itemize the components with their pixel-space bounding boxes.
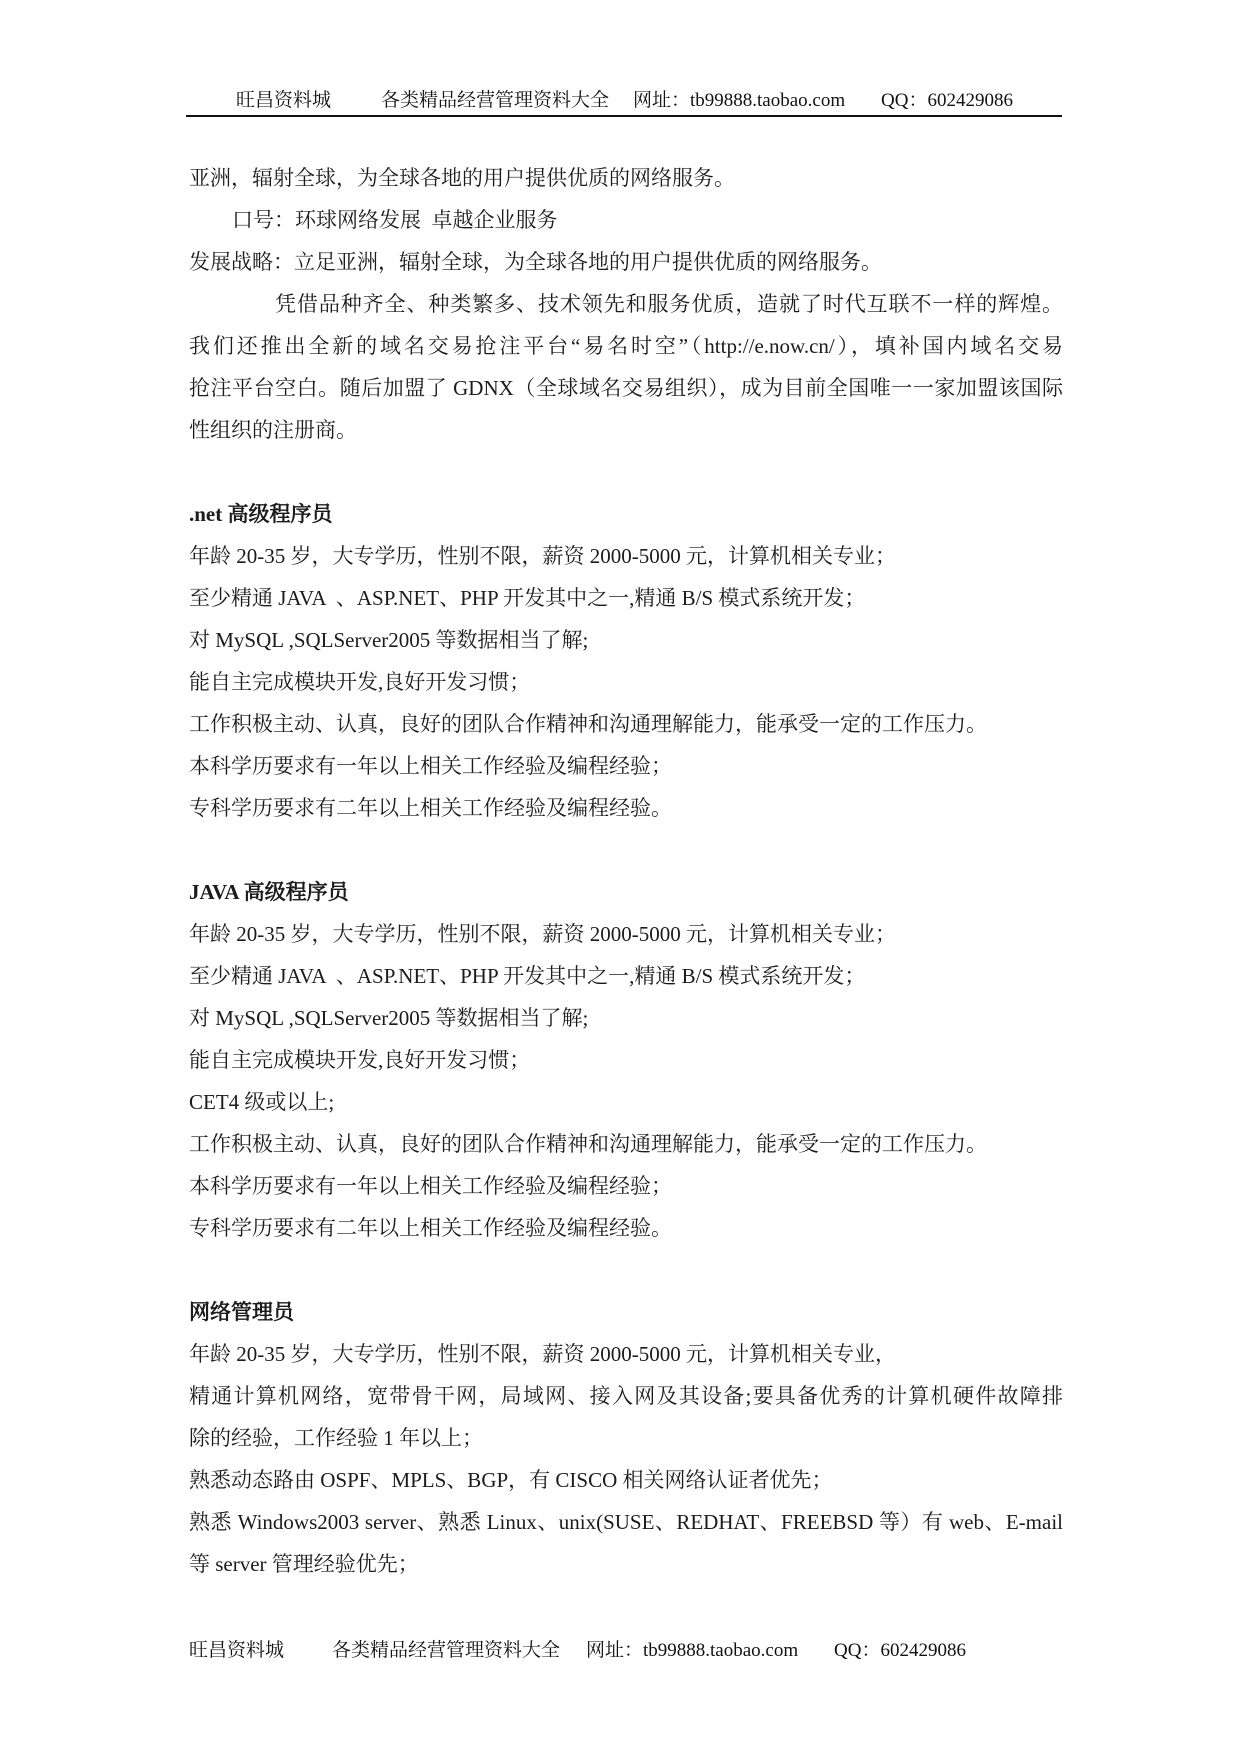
paragraph-spacer [189, 1249, 1063, 1291]
requirement-line: 本科学历要求有一年以上相关工作经验及编程经验； [189, 754, 672, 778]
requirement-line: 专科学历要求有二年以上相关工作经验及编程经验。 [189, 1216, 672, 1240]
intro-paragraph-line: 凭借品种齐全、种类繁多、技术领先和服务优质，造就了时代互联不一样的辉煌。 [275, 292, 1063, 316]
slogan-line: 口号：环球网络发展 卓越企业服务 [232, 208, 558, 232]
intro-paragraph-line: 抢注平台空白。随后加盟了 GDNX（全球域名交易组织），成为目前全国唯一一家加盟该国际 [189, 376, 1063, 400]
section-title: 网络管理员 [189, 1300, 294, 1324]
header-qq: QQ：602429086 [881, 90, 1013, 111]
requirement-line: 能自主完成模块开发,良好开发习惯； [189, 670, 531, 694]
requirement-line: 年龄 20-35 岁，大专学历，性别不限，薪资 2000-5000 元，计算机相关专业， [189, 1342, 896, 1366]
requirement-line: 至少精通 JAVA 、ASP.NET、PHP 开发其中之一,精通 B/S 模式系统开发； [189, 964, 866, 988]
section-title: .net 高级程序员 [189, 502, 333, 526]
header-slogan: 各类精品经营管理资料大全 [381, 90, 610, 111]
strategy-line: 发展战略：立足亚洲，辐射全球，为全球各地的用户提供优质的网络服务。 [189, 250, 882, 274]
requirement-line: 熟悉动态路由 OSPF、MPLS、BGP，有 CISCO 相关网络认证者优先； [189, 1468, 833, 1492]
requirement-line: 本科学历要求有一年以上相关工作经验及编程经验； [189, 1174, 672, 1198]
requirement-line: 精通计算机网络，宽带骨干网，局域网、接入网及其设备;要具备优秀的计算机硬件故障排 [189, 1384, 1063, 1408]
footer-slogan: 各类精品经营管理资料大全 [332, 1640, 561, 1661]
intro-paragraph-line: 我们还推出全新的域名交易抢注平台“易名时空”（http://e.now.cn/），填补国内域名交易 [189, 334, 1063, 358]
requirement-line: 工作积极主动、认真，良好的团队合作精神和沟通理解能力，能承受一定的工作压力。 [189, 1132, 987, 1156]
job-section-net [189, 493, 1063, 829]
requirement-line: 除的经验，工作经验 1 年以上； [189, 1426, 483, 1450]
paragraph-spacer [189, 829, 1063, 871]
requirement-line: 年龄 20-35 岁，大专学历，性别不限，薪资 2000-5000 元，计算机相关专业； [189, 544, 896, 568]
requirement-line: 等 server 管理经验优先； [189, 1552, 419, 1576]
section-title: JAVA 高级程序员 [189, 880, 349, 904]
requirement-line: 至少精通 JAVA 、ASP.NET、PHP 开发其中之一,精通 B/S 模式系统开发； [189, 586, 866, 610]
requirement-line: 年龄 20-35 岁，大专学历，性别不限，薪资 2000-5000 元，计算机相关专业； [189, 922, 896, 946]
header-divider [186, 115, 1062, 117]
requirement-line: CET4 级或以上; [189, 1090, 335, 1114]
footer-url: 网址：tb99888.taobao.com [586, 1640, 799, 1661]
job-section-java [189, 871, 1063, 1249]
intro-line: 亚洲，辐射全球，为全球各地的用户提供优质的网络服务。 [189, 166, 735, 190]
footer-shop-name: 旺昌资料城 [189, 1640, 285, 1661]
intro-block [189, 157, 1063, 451]
requirement-line: 熟悉 Windows2003 server、熟悉 Linux、unix(SUSE、REDHAT、FREEBSD 等）有 web、E-mail [189, 1510, 1063, 1534]
job-section-network-admin [189, 1291, 1063, 1585]
document-body [189, 157, 1063, 1585]
requirement-line: 对 MySQL ,SQLServer2005 等数据相当了解; [189, 628, 589, 652]
header-url: 网址：tb99888.taobao.com [633, 90, 846, 111]
requirement-line: 工作积极主动、认真，良好的团队合作精神和沟通理解能力，能承受一定的工作压力。 [189, 712, 987, 736]
header-shop-name: 旺昌资料城 [236, 90, 332, 111]
requirement-line: 能自主完成模块开发,良好开发习惯； [189, 1048, 531, 1072]
intro-paragraph-line: 性组织的注册商。 [189, 418, 357, 442]
paragraph-spacer [189, 451, 1063, 493]
requirement-line: 对 MySQL ,SQLServer2005 等数据相当了解; [189, 1006, 589, 1030]
footer-qq: QQ：602429086 [834, 1640, 966, 1661]
requirement-line: 专科学历要求有二年以上相关工作经验及编程经验。 [189, 796, 672, 820]
